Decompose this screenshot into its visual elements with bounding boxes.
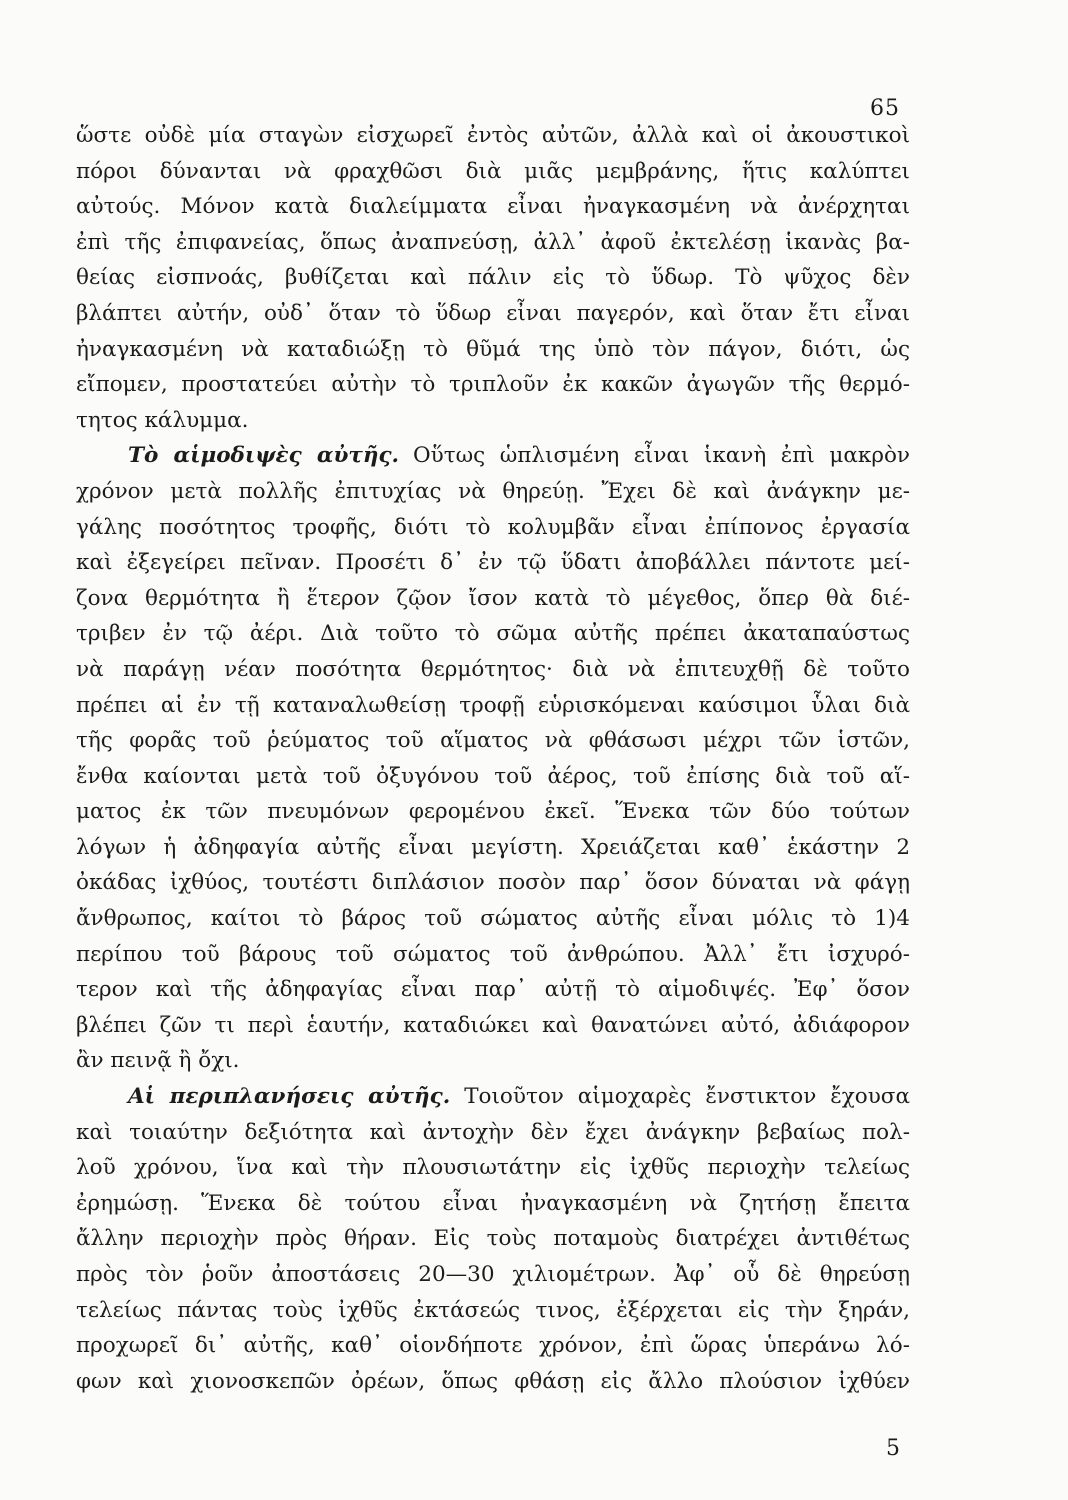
paragraph-bloodthirst [76, 438, 910, 1079]
text-line: ἠναγκασμένη νὰ καταδιώξῃ τὸ θῦμά της ὑπὸ τὸν πάγον, διότι, ὡς [76, 336, 910, 362]
text-line: χρόνον μετὰ πολλῆς ἐπιτυχίας νὰ θηρεύῃ. Ἔχει δὲ καὶ ἀνάγκην με- [76, 478, 910, 504]
text-line: ἂν πεινᾷ ἢ ὄχι. [76, 1048, 240, 1074]
section-heading: Τὸ αἱμοδιψὲς αὐτῆς. [128, 443, 400, 469]
text-line: βλάπτει αὐτήν, οὐδ᾽ ὅταν τὸ ὕδωρ εἶναι παγερόν, καὶ ὅταν ἔτι εἶναι [76, 300, 910, 326]
text-line: φων καὶ χιονοσκεπῶν ὀρέων, ὅπως φθάσῃ εἰς ἄλλο πλούσιον ἰχθύεν [76, 1368, 910, 1394]
text-line: πόροι δύνανται νὰ φραχθῶσι διὰ μιᾶς μεμβράνης, ἥτις καλύπτει [76, 158, 910, 184]
text-line: λόγων ἡ ἀδηφαγία αὐτῆς εἶναι μεγίστη. Χρειάζεται καθ᾽ ἑκάστην 2 [76, 834, 910, 860]
text-line: τητος κάλυμμα. [76, 407, 249, 433]
text-run: Οὕτως ὡπλισμένη εἶναι ἱκανὴ ἐπὶ μακρὸν [413, 443, 910, 469]
text-line: ὥστε οὐδὲ μία σταγὼν εἰσχωρεῖ ἐντὸς αὐτῶν, ἀλλὰ καὶ οἱ ἀκουστικοὶ [76, 123, 910, 148]
text-line: τερον καὶ τῆς ἀδηφαγίας εἶναι παρ᾽ αὐτῇ τὸ αἱμοδιψές. Ἐφ᾽ ὅσον [76, 977, 910, 1003]
signature-mark: 5 [886, 1436, 900, 1461]
text-line: προχωρεῖ δι᾽ αὐτῆς, καθ᾽ οἱονδήποτε χρόνον, ἐπὶ ὥρας ὑπεράνω λό- [76, 1333, 910, 1359]
text-line: νὰ παράγῃ νέαν ποσότητα θερμότητος· διὰ νὰ ἐπιτευχθῇ δὲ τοῦτο [76, 656, 910, 682]
text-line: ἔνθα καίονται μετὰ τοῦ ὀξυγόνου τοῦ ἀέρος, τοῦ ἐπίσης διὰ τοῦ αἵ- [76, 763, 910, 789]
text-run: Τοιοῦτον αἱμοχαρὲς ἔνστικτον ἔχουσα [464, 1084, 910, 1110]
paragraph-wanderings [76, 1079, 910, 1399]
text-line: ὀκάδας ἰχθύος, τουτέστι διπλάσιον ποσὸν παρ᾽ ὅσον δύναται νὰ φάγῃ [76, 870, 910, 896]
paragraph-first-line [76, 1079, 910, 1115]
text-line: ἐπὶ τῆς ἐπιφανείας, ὅπως ἀναπνεύσῃ, ἀλλ᾽ ἀφοῦ ἐκτελέσῃ ἱκανὰς βα- [76, 229, 910, 255]
text-line: ἄνθρωπος, καίτοι τὸ βάρος τοῦ σώματος αὐτῆς εἶναι μόλις τὸ 1)4 [76, 906, 910, 932]
text-line: καὶ τοιαύτην δεξιότητα καὶ ἀντοχὴν δὲν ἔχει ἀνάγκην βεβαίως πολ- [76, 1119, 910, 1145]
text-body [76, 118, 910, 1399]
text-line: ματος ἐκ τῶν πνευμόνων φερομένου ἐκεῖ. Ἕνεκα τῶν δύο τούτων [76, 799, 910, 825]
text-line: καὶ ἐξεγείρει πεῖναν. Προσέτι δ᾽ ἐν τῷ ὕδατι ἀποβάλλει πάντοτε μεί- [76, 550, 910, 576]
paragraph-otter-ears [76, 118, 910, 438]
text-line: αὐτούς. Μόνον κατὰ διαλείμματα εἶναι ἠναγκασμένη νὰ ἀνέρχηται [76, 194, 910, 220]
text-line: τελείως πάντας τοὺς ἰχθῦς ἐκτάσεώς τινος, ἐξέρχεται εἰς τὴν ξηράν, [76, 1297, 910, 1323]
text-line: εἴπομεν, προστατεύει αὐτὴν τὸ τριπλοῦν ἐκ κακῶν ἀγωγῶν τῆς θερμό- [76, 372, 910, 398]
text-line: ἐρημώσῃ. Ἕνεκα δὲ τούτου εἶναι ἠναγκασμένη νὰ ζητήσῃ ἔπειτα [76, 1190, 910, 1216]
text-line: ἄλλην περιοχὴν πρὸς θήραν. Εἰς τοὺς ποταμοὺς διατρέχει ἀντιθέτως [76, 1226, 910, 1252]
text-line: τῆς φορᾶς τοῦ ῥεύματος τοῦ αἵματος νὰ φθάσωσι μέχρι τῶν ἱστῶν, [76, 728, 910, 754]
text-line: τριβεν ἐν τῷ ἀέρι. Διὰ τοῦτο τὸ σῶμα αὐτῆς πρέπει ἀκαταπαύστως [76, 621, 910, 647]
section-heading: Αἱ περιπλανήσεις αὐτῆς. [128, 1084, 451, 1110]
text-line: πρέπει αἱ ἐν τῇ καταναλωθείσῃ τροφῇ εὑρισκόμεναι καύσιμοι ὗλαι διὰ [76, 692, 910, 718]
text-line: γάλης ποσότητος τροφῆς, διότι τὸ κολυμβᾶν εἶναι ἐπίπονος ἐργασία [76, 514, 910, 540]
paragraph-first-line [76, 438, 910, 474]
text-line: βλέπει ζῶν τι περὶ ἑαυτήν, καταδιώκει καὶ θανατώνει αὐτό, ἀδιάφορον [76, 1012, 910, 1038]
page-number: 65 [870, 96, 900, 121]
text-line: περίπου τοῦ βάρους τοῦ σώματος τοῦ ἀνθρώπου. Ἀλλ᾽ ἔτι ἰσχυρό- [76, 941, 910, 967]
text-line: λοῦ χρόνου, ἵνα καὶ τὴν πλουσιωτάτην εἰς ἰχθῦς περιοχὴν τελείως [76, 1155, 910, 1181]
text-line: πρὸς τὸν ῥοῦν ἀποστάσεις 20—30 χιλιομέτρων. Ἀφ᾽ οὗ δὲ θηρεύσῃ [76, 1262, 910, 1287]
text-line: θείας εἰσπνοάς, βυθίζεται καὶ πάλιν εἰς τὸ ὕδωρ. Τὸ ψῦχος δὲν [76, 265, 910, 291]
text-line: ζονα θερμότητα ἢ ἕτερον ζῷον ἴσον κατὰ τὸ μέγεθος, ὅπερ θὰ διέ- [76, 585, 910, 611]
